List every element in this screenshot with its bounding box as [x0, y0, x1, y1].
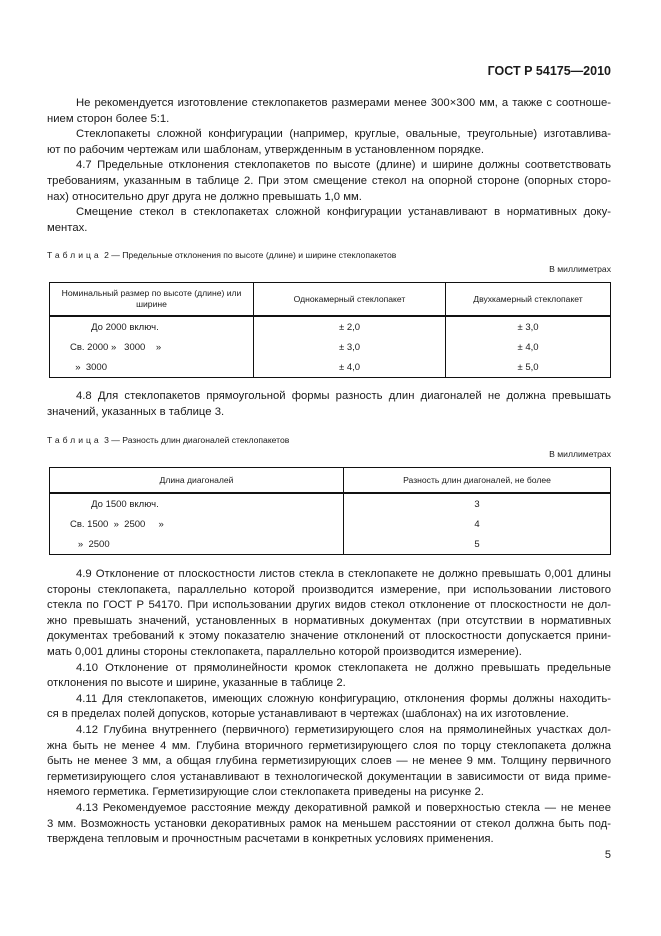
paragraph-line: документах требований к этому показателю значение отклонений от плоскостности допускается прини- [47, 630, 611, 643]
paragraph-line: жна быть не менее 4 мм. Глубина вторичного герметизирующего слоя по торцу стеклопакета должна [47, 739, 611, 752]
table-cell: » 2500 [50, 535, 344, 555]
table-row [50, 535, 611, 555]
column-header: Длина диагоналей [50, 468, 344, 494]
paragraph-line: Стеклопакеты сложной конфигурации (например, круглые, овальные, треугольные) изготавлива- [76, 128, 611, 141]
table-cell: 3 [344, 493, 611, 515]
paragraph [47, 567, 611, 661]
table-cell: Св. 1500 » 2500 » [50, 515, 344, 535]
table-cell: ± 2,0 [254, 316, 446, 338]
paragraph [47, 96, 611, 127]
table-cell: До 2000 включ. [50, 316, 254, 338]
paragraph-line: герметизирующего слоя устанавливают в технологической документации в зависимости от вида приме- [47, 770, 611, 783]
paragraph [47, 205, 611, 236]
paragraph-line: ся в пределах полей допусков, которые устанавливают в чертежах (шаблонах) на их изготовление. [47, 708, 569, 721]
paragraph-line: 4.7 Предельные отклонения стеклопакетов по высоте (длине) и ширине должны соответствовать [76, 159, 611, 172]
table-cell: ± 5,0 [446, 358, 611, 378]
paragraph [47, 661, 611, 692]
paragraph-line: нах) относительно друг друга не должно превышать 1,0 мм. [47, 190, 362, 203]
paragraph-line: стороны стеклопакета, параллельно которой производится измерение, при использовании листового [47, 583, 611, 596]
paragraph-line: 4.13 Рекомендуемое расстояние между декоративной рамкой и поверхностью стекла — не менее [76, 801, 611, 814]
table-cell: До 1500 включ. [50, 493, 344, 515]
column-header: Номинальный размер по высоте (длине) или ширине [50, 283, 254, 317]
caption-label: Таблица [47, 435, 102, 445]
caption-label: Таблица [47, 250, 102, 260]
paragraph-line: ментах. [47, 221, 88, 234]
page-number: 5 [604, 849, 611, 861]
table-cell: ± 3,0 [254, 338, 446, 358]
paragraph [47, 723, 611, 801]
paragraph-line: отклонения по высоте и ширине, указанные в таблице 2. [47, 677, 346, 690]
paragraph-line: 4.11 Для стеклопакетов, имеющих сложную конфигурацию, отклонения формы должны находить- [76, 692, 611, 705]
table2 [49, 282, 611, 378]
table-cell: ± 4,0 [446, 338, 611, 358]
paragraph [47, 127, 611, 158]
paragraph-line: стекла по ГОСТ Р 54170. При использовании других видов стекол отклонение от плоскостности не дол- [47, 599, 611, 612]
table3-caption [47, 435, 289, 445]
column-header: Двухкамерный стеклопакет [446, 283, 611, 317]
paragraph-line: няемого герметика. Герметизирующие слои стеклопакета приведены на рисунке 2. [47, 786, 484, 799]
column-header: Разность длин диагоналей, не более [344, 468, 611, 494]
paragraph-line: ют по рабочим чертежам или шаблонам, утвержденным в установленном порядке. [47, 143, 485, 156]
paragraphs-bottom [47, 567, 611, 848]
paragraph-line: жно превышать значений, установленных в нормативных документах (при отсутствии в нормативных [47, 614, 611, 627]
caption-text: 3 — Разность длин диагоналей стеклопакетов [104, 435, 290, 445]
caption-text: 2 — Предельные отклонения по высоте (длине) и ширине стеклопакетов [104, 250, 397, 260]
paragraph-line: 4.9 Отклонение от плоскостности листов стекла в стеклопакете не должно превышать 0,001 длины [76, 568, 611, 580]
paragraph-line: Не рекомендуется изготовление стеклопакетов размерами менее 300×300 мм, а также с соотноше- [76, 97, 611, 109]
column-header: Однокамерный стеклопакет [254, 283, 446, 317]
table-cell: ± 4,0 [254, 358, 446, 378]
table-row [50, 316, 611, 338]
paragraph-line: 4.10 Отклонение от прямолинейности кромок стеклопакета не должно превышать предельные [76, 661, 611, 674]
table-row [50, 493, 611, 515]
paragraph-line: Смещение стекол в стеклопакетах сложной конфигурации устанавливают в нормативных доку- [76, 206, 611, 219]
table3-unit: В миллиметрах [549, 449, 611, 459]
table-row [50, 358, 611, 378]
paragraph-line: мать 0,001 длины стороны стеклопакета, параллельно которой производится измерение). [47, 645, 522, 658]
paragraph-4-8 [47, 389, 611, 420]
table-header-row [50, 468, 611, 494]
paragraph-line: требованиям, указанным в таблице 2. При этом смещение стекол на опорной стороне (опорных сторо- [47, 174, 611, 187]
table-row [50, 338, 611, 358]
table-cell: ± 3,0 [446, 316, 611, 338]
paragraph-line: быть не менее 3 мм, а общая глубина герметизирующих слоев — не менее 9 мм. Толщину первичного [47, 755, 611, 768]
paragraph-line: тверждена тепловым и прочностным расчетами в конкретных условиях применения. [47, 833, 494, 846]
table-cell: 4 [344, 515, 611, 535]
paragraph-line: значений, указанных в таблице 3. [47, 405, 225, 418]
paragraph-line: нием сторон более 5:1. [47, 112, 170, 125]
paragraph [47, 158, 611, 205]
document-header: ГОСТ Р 54175—2010 [487, 64, 611, 78]
table-cell: 5 [344, 535, 611, 555]
table2-caption [47, 250, 396, 260]
paragraph [47, 801, 611, 848]
table3 [49, 467, 611, 555]
paragraphs-top [47, 96, 611, 236]
table-row [50, 515, 611, 535]
table2-unit: В миллиметрах [549, 264, 611, 274]
table-cell: » 3000 [50, 358, 254, 378]
paragraph-line: 4.12 Глубина внутреннего (первичного) герметизирующего слоя на прямолинейных участках дол- [76, 723, 611, 736]
table-cell: Св. 2000 » 3000 » [50, 338, 254, 358]
paragraph [47, 692, 611, 723]
paragraph-line: 4.8 Для стеклопакетов прямоугольной формы разность длин диагоналей не должна превышать [76, 390, 611, 402]
paragraph-line: 3 мм. Возможность установки декоративных рамок на меньшем расстоянии от стекол должна быть под- [47, 817, 611, 830]
table-header-row [50, 283, 611, 317]
